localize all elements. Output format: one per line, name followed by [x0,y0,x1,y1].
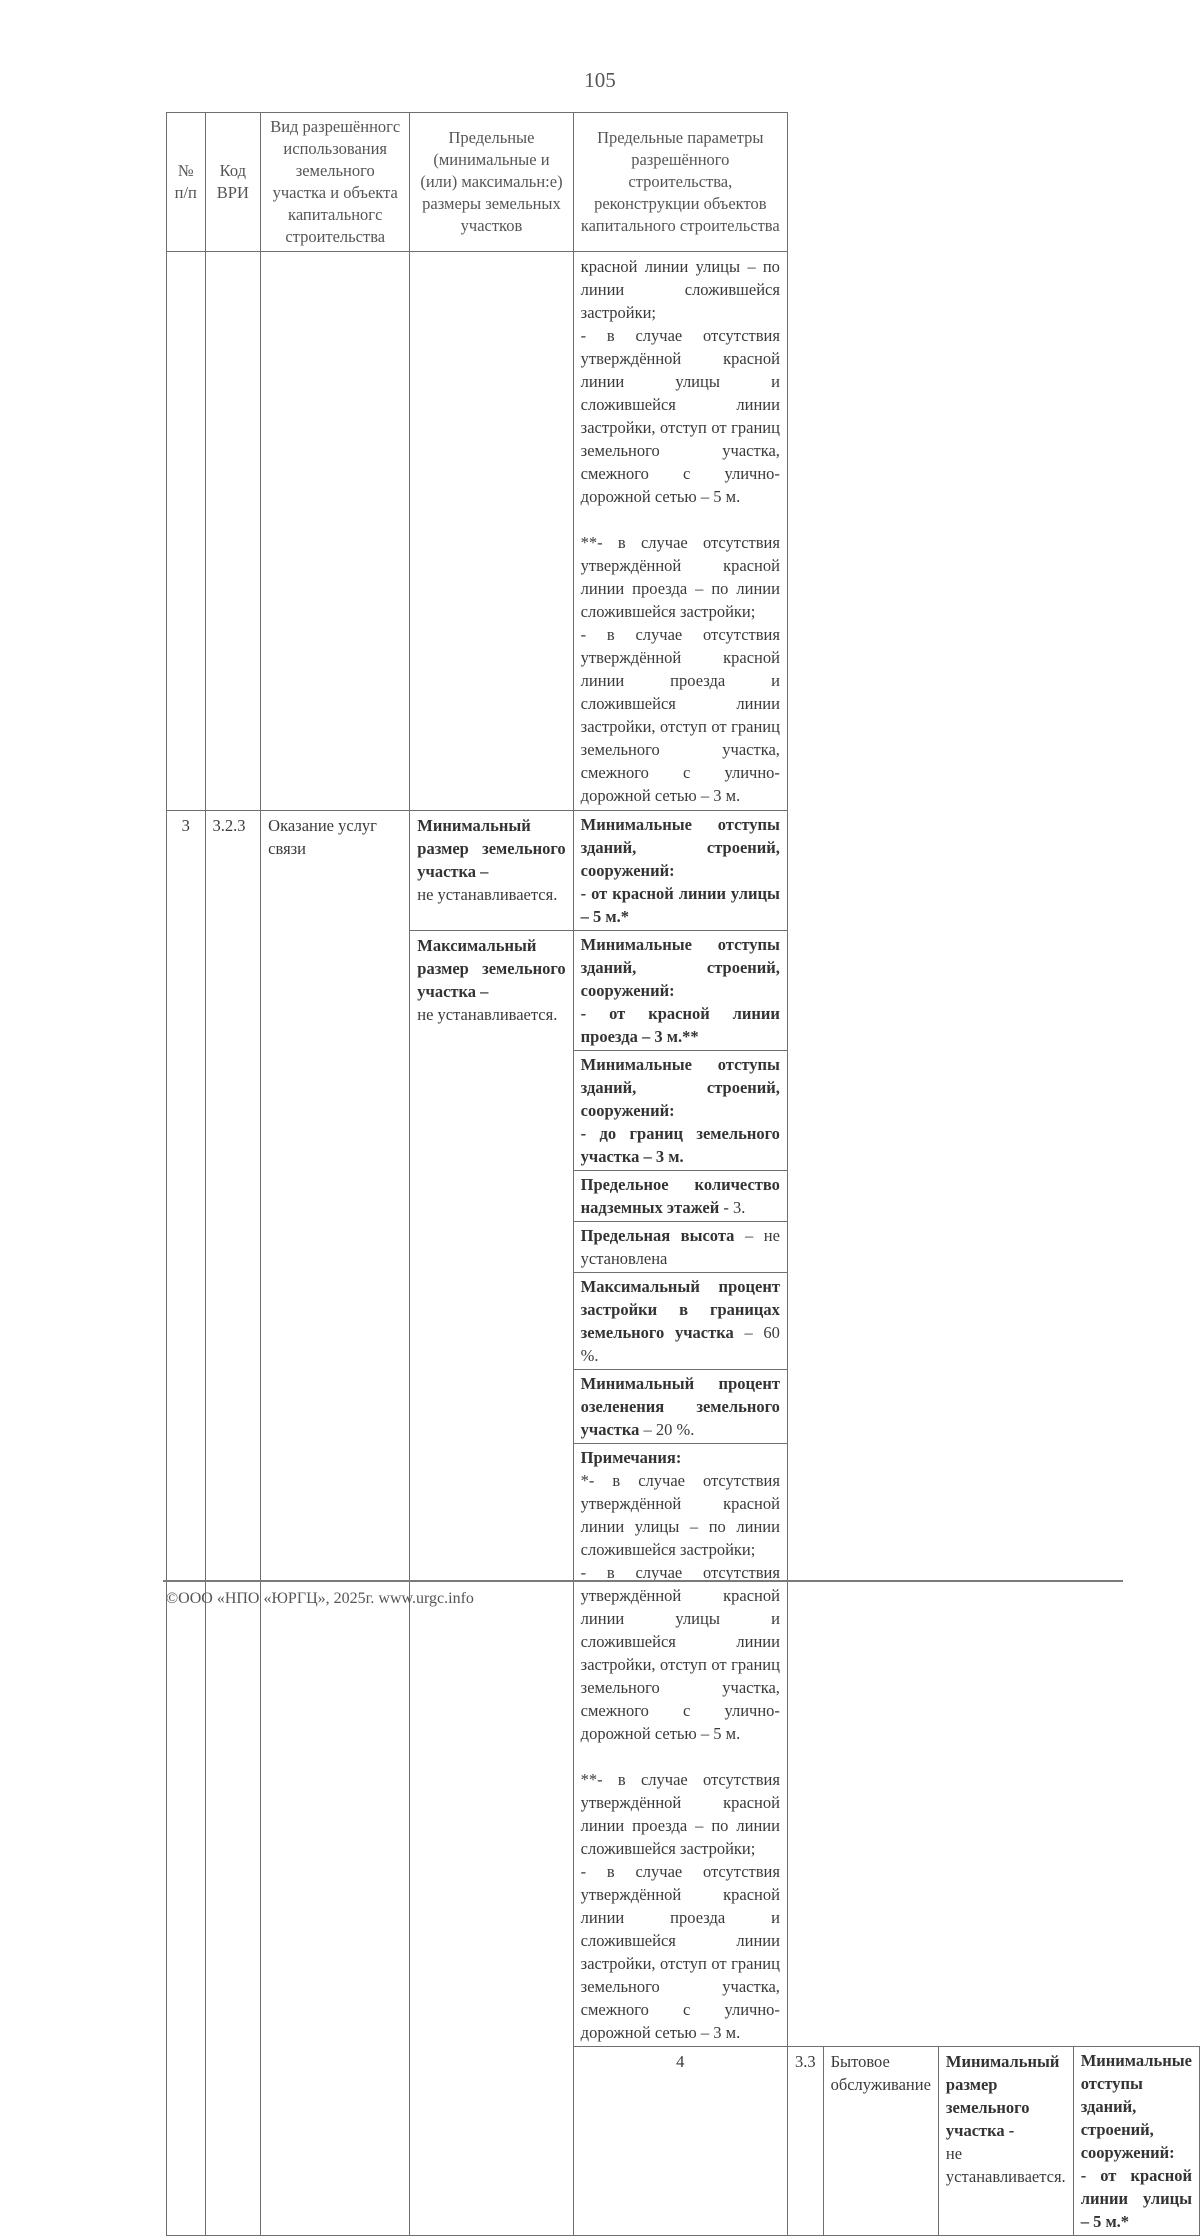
param-value: - от красной линии улицы – 5 м.* [580,884,780,926]
note-line: красной линии улицы – по линии сложившейся застройки; [580,257,780,322]
note-line: **- в случае отсутствия утверждённой красной линии проезда – по линии сложившейся застройки; [580,533,780,621]
row3-num: 3 [167,811,206,2236]
row4-name: Бытовое обслуживание [823,2047,938,2236]
max-size-value: не устанавливается. [417,1005,558,1024]
row3-param-1 [573,811,787,931]
continuation-notes [573,252,787,811]
row3-param-2 [573,931,787,1051]
header-code: Код ВРИ [205,113,261,252]
param-label: Предельная высота [580,1226,735,1245]
min-size-value: не устанавливается. [945,2144,1066,2186]
param-label: Минимальные отступы зданий, строений, сооружений: [1080,2051,1192,2162]
header-type: Вид разрешённогс использования земельного участка и объекта капитальногс строительства [261,113,410,252]
note-line: - в случае отсутствия утверждённой красной линии проезда и сложившейся линии застройки, отступ от границ земельного участка, смежного с улично-дорожной сетью – 3 м. [580,1862,780,2042]
min-size-label: Минимальный размер земельного участка – [417,816,566,881]
max-size-label: Максимальный размер земельного участка – [417,936,566,1001]
note-line: - в случае отсутствия утверждённой красной линии улицы и сложившейся линии застройки, отступ от границ земельного участка, смежного с улично-дорожной сетью – 5 м. [580,326,780,506]
param-label: Минимальные отступы зданий, строений, сооружений: [580,935,780,1000]
param-label: Минимальные отступы зданий, строений, сооружений: [580,1055,780,1120]
row3-max-size [410,931,573,2236]
param-label: Предельное количество надземных этажей [580,1175,780,1217]
row3-param-3 [573,1051,787,1171]
footer-copyright: ©ООО «НПО «ЮРГЦ», 2025г. www.urgc.info [166,1590,474,1607]
param-label: Максимальный процент застройки в границах земельного участка [580,1277,780,1342]
note-line: **- в случае отсутствия утверждённой красной линии проезда – по линии сложившейся застройки; [580,1770,780,1858]
header-size: Предельные (минимальные и (или) максимальн:е) размеры земельных участков [410,113,573,252]
min-size-value: не устанавливается. [417,885,558,904]
row4-num: 4 [573,2047,787,2236]
table-row-continuation [167,252,1200,811]
param-label: Минимальный процент озеленения земельного участка [580,1374,780,1439]
row4-param-1 [1073,2047,1199,2236]
row4-code: 3.3 [787,2047,823,2236]
param-value: - 3. [719,1198,746,1217]
note-line: - в случае отсутствия утверждённой красной линии улицы и сложившейся линии застройки, отступ от границ земельного участка, смежного с улично-дорожной сетью – 5 м. [580,1563,780,1743]
notes-title: Примечания: [580,1448,682,1467]
row3-param-4 [573,1171,787,1222]
row3-notes [573,1444,787,2047]
header-num: № п/п [167,113,206,252]
footer-divider [163,1580,1123,1582]
note-line: *- в случае отсутствия утверждённой красной линии улицы – по линии сложившейся застройки; [580,1471,780,1559]
row3-param-7 [573,1370,787,1444]
param-value: – 20 %. [639,1420,695,1439]
row3-name: Оказание услуг связи [261,811,410,2236]
page-number: 105 [584,68,616,92]
note-line: - в случае отсутствия утверждённой красной линии проезда и сложившейся линии застройки, отступ от границ земельного участка, смежного с улично-дорожной сетью – 3 м. [580,625,780,805]
param-value: - от красной линии проезда – 3 м.** [580,1004,780,1046]
row3-min-size [410,811,573,931]
param-value: – 60 %. [580,1323,780,1365]
table-row-3 [167,811,1200,931]
param-value: - от красной линии улицы – 5 м.* [1080,2166,1192,2231]
row3-code: 3.2.3 [205,811,261,2236]
param-label: Минимальные отступы зданий, строений, сооружений: [580,815,780,880]
header-params: Предельные параметры разрешённого строительства, реконструкции объектов капитального строительства [573,113,787,252]
param-value: - до границ земельного участка – 3 м. [580,1124,780,1166]
row4-min-size [938,2047,1073,2236]
row3-param-6 [573,1273,787,1370]
param-value: – не установлена [580,1226,780,1268]
table-header-row [167,113,1200,252]
row3-param-5 [573,1222,787,1273]
min-size-label: Минимальный размер земельного участка - [945,2052,1060,2140]
land-use-table [166,112,1200,2236]
